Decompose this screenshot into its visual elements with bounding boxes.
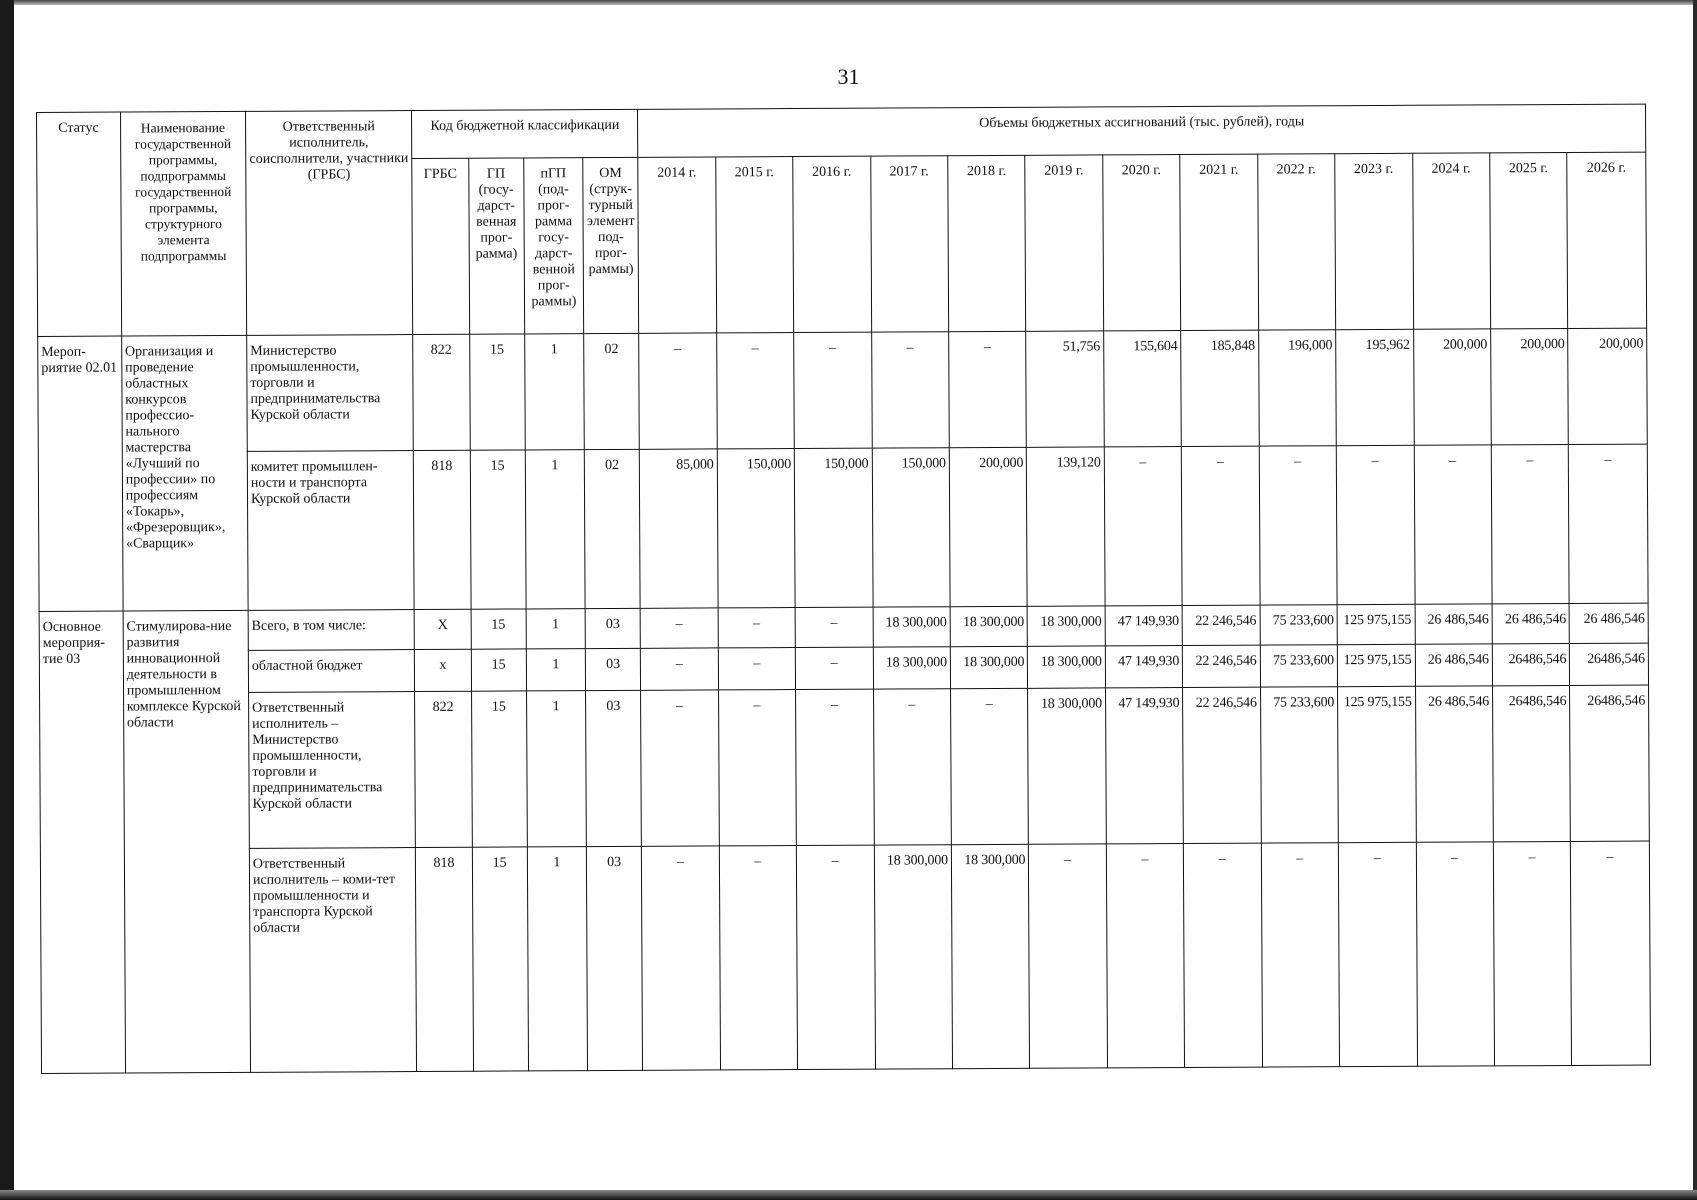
value-cell: 18 300,000 (1028, 605, 1106, 646)
value-cell: – (1338, 842, 1417, 1066)
table-row (40, 841, 1650, 1073)
value-cell: 47 149,930 (1105, 605, 1183, 646)
scan-edge-top (0, 0, 1697, 5)
value-cell: 22 246,546 (1183, 645, 1261, 688)
header-grbs: ГРБС (412, 158, 469, 334)
header-pgp: пГП (под-прог-рамма госу-дарст-венной прог-раммы) (524, 158, 584, 334)
header-name: Наименование государственной программы, подпрограммы государственной программы, структурного элемента подпрограммы (120, 111, 246, 336)
value-cell: – (1416, 842, 1495, 1066)
value-cell: – (951, 688, 1029, 845)
table-row (38, 328, 1648, 453)
scan-edge-bottom (0, 1190, 1697, 1200)
om-cell: 02 (584, 449, 640, 608)
header-code-group: Код бюджетной классификации (412, 109, 638, 158)
value-cell: 150,000 (717, 449, 795, 608)
header-year: 2014 г. (638, 157, 716, 333)
header-year: 2022 г. (1257, 154, 1335, 330)
value-cell: 26 486,546 (1415, 686, 1493, 843)
header-year: 2018 г. (948, 155, 1026, 331)
value-cell: 155,604 (1103, 331, 1181, 448)
value-cell: – (640, 607, 718, 648)
header-gp: ГП (госу-дарст-венная прог-рамма) (468, 158, 524, 334)
value-cell: – (718, 607, 796, 648)
value-cell: 18 300,000 (950, 606, 1028, 647)
value-cell: 47 149,930 (1105, 645, 1183, 688)
gp-cell: 15 (472, 847, 528, 1071)
page-number: 31 (837, 64, 860, 89)
value-cell: 22 246,546 (1183, 687, 1261, 844)
header-executor: Ответственный исполнитель, соисполнители, участники (ГРБС) (245, 111, 413, 336)
pgp-cell: 1 (525, 450, 585, 609)
table-row (38, 444, 1648, 611)
pgp-cell: 1 (526, 608, 586, 648)
value-cell: – (873, 689, 951, 846)
value-cell: 150,000 (794, 448, 872, 607)
pgp-cell: 1 (526, 648, 586, 691)
value-cell: 150,000 (872, 448, 950, 607)
status-cell: Основное мероприя-тие 03 (39, 611, 125, 1074)
status-cell: Мероп-риятие 02.01 (38, 336, 123, 611)
value-cell: 125 975,155 (1338, 686, 1416, 843)
value-cell: 200,000 (949, 447, 1027, 606)
value-cell: – (794, 332, 872, 449)
om-cell: 03 (586, 690, 642, 847)
value-cell: – (1029, 844, 1108, 1068)
value-cell: – (641, 690, 719, 847)
value-cell: 26 486,546 (1492, 603, 1570, 644)
value-cell: 26486,546 (1492, 685, 1570, 842)
grbs-cell: 822 (415, 691, 472, 848)
header-year: 2019 г. (1025, 155, 1103, 331)
value-cell: 26 486,546 (1415, 603, 1493, 644)
value-cell: – (642, 846, 721, 1070)
value-cell: 85,000 (640, 449, 718, 608)
om-cell: 03 (585, 608, 640, 648)
value-cell: – (796, 845, 875, 1069)
header-year: 2017 г. (870, 156, 948, 332)
name-cell: Организация и проведение областных конкурсов профессио-нального мастерства «Лучший по профессии» по профессиям «Токарь», «Фрезеровщик», «Сварщик» (121, 335, 248, 610)
header-year: 2021 г. (1180, 154, 1258, 330)
value-cell: 195,962 (1336, 329, 1414, 446)
value-cell: – (796, 689, 874, 846)
value-cell: – (718, 647, 796, 690)
gp-cell: 15 (471, 649, 526, 692)
value-cell: 18 300,000 (873, 646, 951, 689)
value-cell: – (949, 331, 1027, 448)
executor-cell: Ответственный исполнитель – Министерство промышленности, торговли и предпринимательства Курской области (248, 691, 415, 848)
value-cell: 26 486,546 (1569, 603, 1648, 644)
grbs-cell: 822 (413, 334, 470, 450)
executor-cell: Министерство промышленности, торговли и предпринимательства Курской области (247, 335, 414, 452)
header-year: 2023 г. (1335, 153, 1413, 329)
value-cell: 26 486,546 (1415, 644, 1493, 687)
table-row (40, 685, 1650, 850)
value-cell: 26486,546 (1570, 643, 1649, 686)
value-cell: – (1182, 446, 1260, 605)
grbs-cell: х (415, 649, 471, 692)
value-cell: 18 300,000 (874, 845, 953, 1069)
gp-cell: 15 (471, 691, 527, 848)
header-status: Статус (37, 112, 122, 336)
value-cell: – (1106, 844, 1185, 1068)
value-cell: 26486,546 (1570, 685, 1649, 842)
value-cell: 47 149,930 (1105, 687, 1183, 844)
gp-cell: 15 (469, 334, 525, 450)
pgp-cell: 1 (526, 690, 586, 847)
value-cell: – (1571, 841, 1651, 1065)
gp-cell: 15 (471, 608, 526, 648)
executor-cell: Ответственный исполнитель – коми-тет промышленности и транспорта Курской области (249, 848, 417, 1073)
header-year: 2024 г. (1412, 153, 1490, 329)
header-year: 2016 г. (793, 156, 871, 332)
value-cell: – (795, 607, 873, 648)
name-cell: Стимулирова-ние развития инновационной деятельности в промышленном комплексе Курской области (123, 610, 251, 1073)
value-cell: – (1104, 447, 1182, 606)
scan-edge-right (1693, 0, 1697, 1200)
header-year: 2020 г. (1103, 155, 1181, 331)
value-cell: – (1261, 843, 1340, 1067)
value-cell: 18 300,000 (1028, 646, 1106, 689)
grbs-cell: 818 (416, 847, 473, 1071)
value-cell: – (1414, 445, 1492, 604)
value-cell: – (639, 333, 717, 450)
value-cell: 75 233,600 (1260, 687, 1338, 844)
value-cell: – (795, 647, 873, 690)
value-cell: – (1491, 445, 1569, 604)
header-row-1 (37, 104, 1646, 160)
executor-cell: областной бюджет (248, 649, 415, 692)
pgp-cell: 1 (524, 334, 584, 450)
value-cell: – (718, 689, 796, 846)
value-cell: 185,848 (1181, 330, 1259, 447)
value-cell: 51,756 (1026, 331, 1104, 448)
header-year: 2015 г. (715, 157, 793, 333)
om-cell: 03 (585, 648, 640, 691)
value-cell: 139,120 (1027, 447, 1105, 606)
value-cell: 196,000 (1258, 330, 1336, 447)
value-cell: – (719, 846, 798, 1070)
value-cell: 18 300,000 (1028, 688, 1106, 845)
header-om: ОМ (струк-турный элемент под-прог-раммы) (583, 157, 639, 333)
om-cell: 02 (584, 333, 640, 449)
executor-cell: Всего, в том числе: (248, 609, 415, 650)
value-cell: 75 233,600 (1260, 644, 1338, 687)
grbs-cell: 818 (414, 450, 471, 609)
value-cell: – (871, 332, 949, 449)
value-cell: – (1184, 843, 1263, 1067)
value-cell: 200,000 (1568, 328, 1647, 445)
grbs-cell: Х (415, 609, 471, 649)
value-cell: – (716, 333, 794, 450)
value-cell: – (1259, 446, 1337, 605)
value-cell: 125 975,155 (1337, 604, 1415, 645)
pgp-cell: 1 (527, 847, 588, 1071)
value-cell: 125 975,155 (1337, 644, 1415, 687)
value-cell: 200,000 (1491, 328, 1569, 445)
budget-table (36, 104, 1651, 1074)
value-cell: – (1336, 445, 1414, 604)
value-cell: 18 300,000 (950, 646, 1028, 689)
gp-cell: 15 (470, 450, 526, 609)
value-cell: – (1493, 842, 1572, 1066)
value-cell: – (1569, 444, 1648, 603)
om-cell: 03 (587, 846, 643, 1070)
value-cell: 26486,546 (1492, 643, 1570, 686)
scan-edge-left (0, 0, 14, 1200)
header-volumes-group: Объемы бюджетных ассигнований (тыс. рублей), годы (638, 104, 1646, 157)
header-year: 2025 г. (1490, 152, 1568, 328)
value-cell: 75 233,600 (1260, 604, 1338, 645)
value-cell: 18 300,000 (873, 606, 951, 647)
value-cell: 18 300,000 (951, 844, 1030, 1068)
value-cell: 200,000 (1413, 329, 1491, 446)
value-cell: – (641, 648, 719, 691)
value-cell: 22 246,546 (1182, 605, 1260, 646)
header-year: 2026 г. (1567, 152, 1647, 328)
executor-cell: комитет промышлен-ности и транспорта Курской области (247, 451, 414, 610)
